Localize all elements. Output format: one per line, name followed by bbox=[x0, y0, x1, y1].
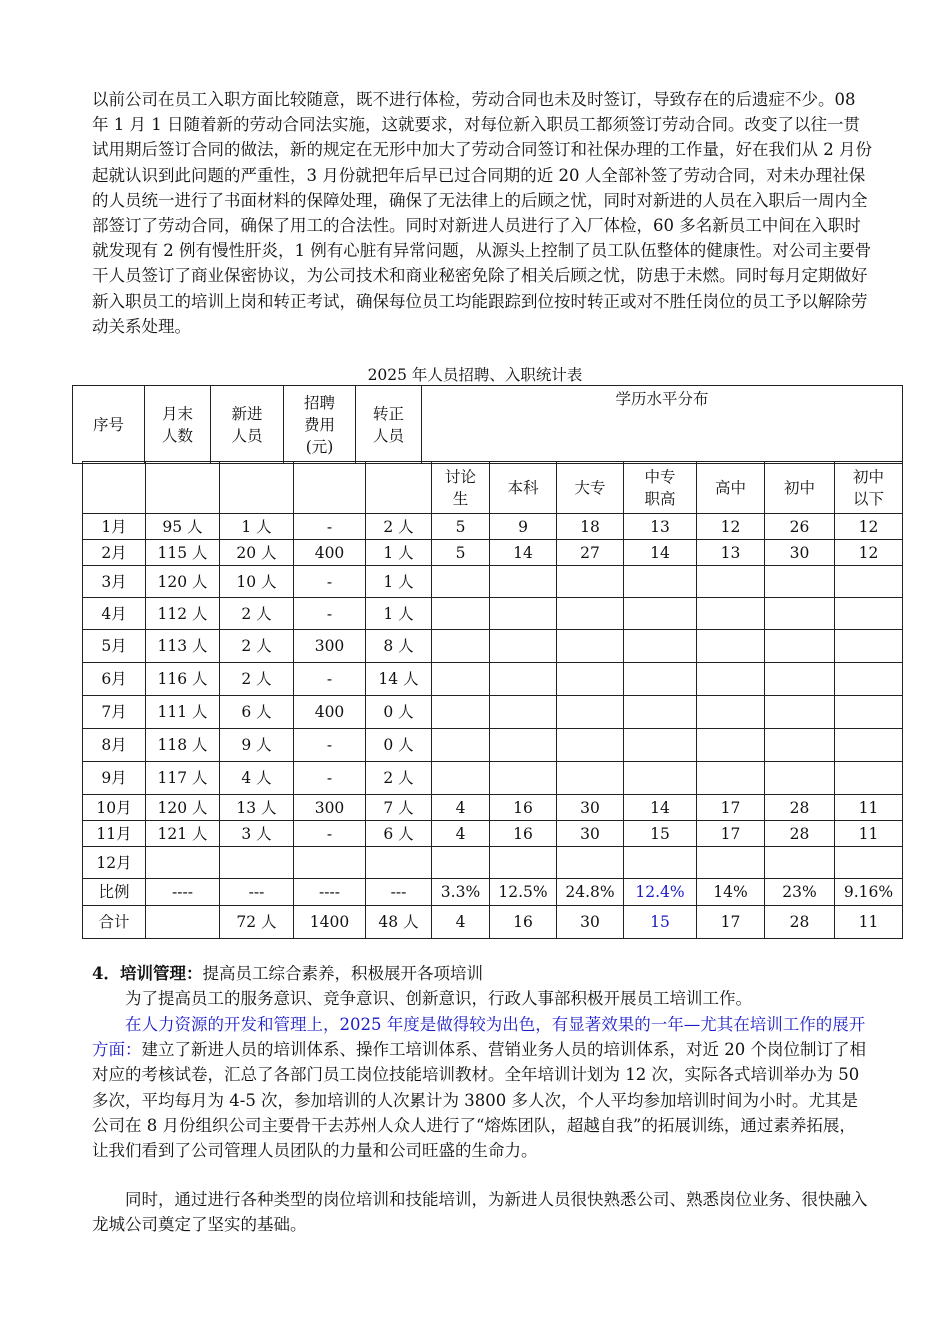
recruit-cost-cell: 400 bbox=[294, 696, 366, 729]
edu-value-cell bbox=[765, 696, 835, 729]
section-4-heading bbox=[92, 961, 872, 986]
row-label-cell: 8月 bbox=[83, 729, 146, 762]
edu-value-cell bbox=[557, 630, 624, 663]
edu-value-cell: 14 bbox=[624, 540, 697, 566]
edu-value-cell bbox=[835, 630, 903, 663]
edu-value-cell bbox=[765, 598, 835, 630]
recruit-cost-cell: ---- bbox=[294, 879, 366, 906]
recruit-cost-cell: - bbox=[294, 762, 366, 795]
edu-value-cell bbox=[835, 566, 903, 598]
row-label-cell: 11月 bbox=[83, 821, 146, 847]
edu-value-cell: 30 bbox=[557, 906, 624, 939]
new-staff-cell: --- bbox=[220, 879, 294, 906]
month-end-count-cell: 117 人 bbox=[146, 762, 220, 795]
edu-value-cell bbox=[835, 663, 903, 696]
edu-value-cell bbox=[835, 729, 903, 762]
row-label-cell: 12月 bbox=[83, 847, 146, 879]
row-label-cell: 合计 bbox=[83, 906, 146, 939]
edu-value-cell: 9.16% bbox=[835, 879, 903, 906]
edu-value-cell bbox=[765, 729, 835, 762]
recruit-cost-cell: - bbox=[294, 566, 366, 598]
recruit-cost-cell: - bbox=[294, 598, 366, 630]
edu-value-cell bbox=[765, 663, 835, 696]
regular-cell: 1 人 bbox=[366, 566, 432, 598]
training-detail-text: 建立了新进人员的培训体系、操作工培训体系、营销业务人员的培训体系，对近 20 个岗位制订了相对应的考核试卷，汇总了各部门员工岗位技能培训教材。全年培训计划为 12 次，实际各式培训举办为 50 多次，平均每月为 4-5 次，参加培训的人次累计为 3800 多人次，个人平均参加培训时间为小时。尤其是公司在 8 月份组织公司主要骨干去苏州人众人进行了“熔炼团队，超越自我”的拓展训练，通过素养拓展，让我们看到了公司管理人员团队的力量和公司旺盛的生命力。 bbox=[92, 1040, 866, 1161]
edu-value-cell bbox=[432, 663, 490, 696]
recruit-cost-cell bbox=[294, 847, 366, 879]
edu-value-cell: 13 bbox=[624, 514, 697, 540]
edu-value-cell bbox=[490, 630, 557, 663]
edu-value-cell bbox=[624, 630, 697, 663]
header-month-end: 月末 人数 bbox=[145, 386, 211, 464]
table-row bbox=[83, 540, 903, 566]
table-caption: 2025 年人员招聘、入职统计表 bbox=[367, 366, 583, 384]
edu-value-cell bbox=[432, 566, 490, 598]
regular-cell: 6 人 bbox=[366, 821, 432, 847]
month-end-count-cell: 118 人 bbox=[146, 729, 220, 762]
recruit-cost-cell: - bbox=[294, 514, 366, 540]
recruit-cost-cell: - bbox=[294, 663, 366, 696]
edu-value-cell: 5 bbox=[432, 514, 490, 540]
edu-header-cell: 初中 bbox=[765, 462, 835, 514]
table-row bbox=[83, 514, 903, 540]
table-row bbox=[83, 696, 903, 729]
blank-header-cell bbox=[366, 462, 432, 514]
edu-value-cell: 11 bbox=[835, 906, 903, 939]
header-no: 序号 bbox=[73, 386, 145, 464]
edu-value-cell bbox=[765, 566, 835, 598]
edu-value-cell bbox=[432, 696, 490, 729]
edu-value-cell: 16 bbox=[490, 821, 557, 847]
new-staff-cell: 10 人 bbox=[220, 566, 294, 598]
regular-cell: 2 人 bbox=[366, 514, 432, 540]
edu-header-row bbox=[83, 462, 903, 514]
row-label-cell: 1月 bbox=[83, 514, 146, 540]
edu-value-cell: 30 bbox=[557, 795, 624, 821]
regular-cell: 0 人 bbox=[366, 696, 432, 729]
edu-value-cell bbox=[624, 598, 697, 630]
table-row bbox=[83, 762, 903, 795]
edu-value-cell bbox=[490, 762, 557, 795]
edu-value-cell: 17 bbox=[697, 906, 765, 939]
regular-cell bbox=[366, 847, 432, 879]
edu-value-cell bbox=[835, 598, 903, 630]
edu-value-cell: 16 bbox=[490, 795, 557, 821]
edu-value-cell: 12.4% bbox=[624, 879, 697, 906]
stats-table-header bbox=[72, 385, 903, 464]
edu-value-cell bbox=[490, 729, 557, 762]
month-end-count-cell bbox=[146, 847, 220, 879]
edu-value-cell: 12 bbox=[835, 540, 903, 566]
month-end-count-cell: 111 人 bbox=[146, 696, 220, 729]
month-end-count-cell bbox=[146, 906, 220, 939]
edu-value-cell bbox=[557, 729, 624, 762]
row-label-cell: 5月 bbox=[83, 630, 146, 663]
table-row bbox=[83, 566, 903, 598]
edu-value-cell bbox=[490, 696, 557, 729]
header-regular: 转正 人员 bbox=[356, 386, 422, 464]
edu-value-cell: 12 bbox=[697, 514, 765, 540]
edu-value-cell bbox=[490, 663, 557, 696]
edu-value-cell bbox=[557, 598, 624, 630]
edu-value-cell: 30 bbox=[765, 540, 835, 566]
regular-cell: 2 人 bbox=[366, 762, 432, 795]
header-recruit-cost: 招聘 费用 (元) bbox=[284, 386, 356, 464]
recruit-cost-cell: 300 bbox=[294, 630, 366, 663]
edu-value-cell bbox=[835, 762, 903, 795]
edu-value-cell: 12.5% bbox=[490, 879, 557, 906]
edu-value-cell bbox=[432, 630, 490, 663]
edu-value-cell: 3.3% bbox=[432, 879, 490, 906]
edu-value-cell: 18 bbox=[557, 514, 624, 540]
edu-value-cell bbox=[765, 847, 835, 879]
intro-paragraph: 以前公司在员工入职方面比较随意，既不进行体检，劳动合同也未及时签订，导致存在的后遗症不少。08 年 1 月 1 日随着新的劳动合同法实施，这就要求，对每位新入职员工都须签订劳动合同。改变了以往一贯试用期后签订合同的做法，新的规定在无形中加大了劳动合同签订和社保办理的工作量，好在我们从 2 月份起就认识到此问题的严重性，3 月份就把年后早已过合同期的近 20 人全部补签了劳动合同，对未办理社保的人员统一进行了书面材料的保障处理，确保了无法律上的后顾之忧，同时对新进的人员在入职后一周内全部签订了劳动合同，确保了用工的合法性。同时对新进人员进行了入厂体检，60 多名新员工中间在入职时就发现有 2 例有慢性肝炎，1 例有心脏有异常问题，从源头上控制了员工队伍整体的健康性。对公司主要骨干人员签订了商业保密协议，为公司技术和商业秘密免除了相关后顾之忧，防患于未燃。同时每月定期做好新入职员工的培训上岗和转正考试，确保每位员工均能跟踪到位按时转正或对不胜任岗位的员工予以解除劳动关系处理。 bbox=[92, 90, 872, 336]
section-4-title: 培训管理： bbox=[119, 964, 203, 983]
regular-cell: --- bbox=[366, 879, 432, 906]
row-label-cell: 4月 bbox=[83, 598, 146, 630]
stats-table bbox=[82, 461, 903, 939]
closing-paragraph: 同时，通过进行各种类型的岗位培训和技能培训，为新进人员很快熟悉公司、熟悉岗位业务、很快融入龙城公司奠定了坚实的基础。 bbox=[92, 1190, 868, 1235]
section-4-number: 4． bbox=[92, 964, 120, 983]
new-staff-cell: 4 人 bbox=[220, 762, 294, 795]
blank-header-cell bbox=[83, 462, 146, 514]
row-label-cell: 比例 bbox=[83, 879, 146, 906]
edu-value-cell bbox=[835, 847, 903, 879]
edu-value-cell: 14 bbox=[490, 540, 557, 566]
edu-value-cell bbox=[557, 663, 624, 696]
edu-value-cell: 16 bbox=[490, 906, 557, 939]
regular-cell: 0 人 bbox=[366, 729, 432, 762]
edu-value-cell bbox=[557, 762, 624, 795]
regular-cell: 1 人 bbox=[366, 598, 432, 630]
edu-value-cell: 23% bbox=[765, 879, 835, 906]
edu-value-cell bbox=[697, 762, 765, 795]
table-row bbox=[83, 795, 903, 821]
edu-value-cell: 27 bbox=[557, 540, 624, 566]
edu-value-cell: 9 bbox=[490, 514, 557, 540]
edu-header-cell: 讨论 生 bbox=[432, 462, 490, 514]
edu-value-cell bbox=[557, 566, 624, 598]
edu-value-cell bbox=[624, 566, 697, 598]
edu-value-cell bbox=[697, 729, 765, 762]
row-label-cell: 7月 bbox=[83, 696, 146, 729]
edu-header-cell: 中专 职高 bbox=[624, 462, 697, 514]
edu-value-cell bbox=[624, 847, 697, 879]
edu-value-cell bbox=[765, 630, 835, 663]
new-staff-cell: 2 人 bbox=[220, 598, 294, 630]
row-label-cell: 3月 bbox=[83, 566, 146, 598]
recruit-cost-cell: 300 bbox=[294, 795, 366, 821]
month-end-count-cell: 116 人 bbox=[146, 663, 220, 696]
edu-header-cell: 大专 bbox=[557, 462, 624, 514]
header-education: 学历水平分布 bbox=[422, 386, 903, 464]
edu-value-cell: 5 bbox=[432, 540, 490, 566]
edu-value-cell bbox=[432, 729, 490, 762]
month-end-count-cell: 121 人 bbox=[146, 821, 220, 847]
highlight-text: 在人力资源的开发和管理上，2025 年度是做得较为出色，有显著效果的一年—尤其在培训工作的展开方面： bbox=[92, 1015, 866, 1060]
new-staff-cell: 20 人 bbox=[220, 540, 294, 566]
regular-cell: 48 人 bbox=[366, 906, 432, 939]
edu-value-cell: 28 bbox=[765, 821, 835, 847]
edu-value-cell: 12 bbox=[835, 514, 903, 540]
edu-value-cell bbox=[557, 847, 624, 879]
table-row bbox=[83, 663, 903, 696]
new-staff-cell: 13 人 bbox=[220, 795, 294, 821]
edu-value-cell: 26 bbox=[765, 514, 835, 540]
section-4-subtitle: 提高员工综合素养，积极展开各项培训 bbox=[202, 964, 483, 983]
edu-value-cell bbox=[432, 598, 490, 630]
new-staff-cell: 9 人 bbox=[220, 729, 294, 762]
month-end-count-cell: 95 人 bbox=[146, 514, 220, 540]
edu-value-cell bbox=[697, 598, 765, 630]
training-detail-paragraph bbox=[92, 1012, 872, 1163]
new-staff-cell: 3 人 bbox=[220, 821, 294, 847]
edu-value-cell: 14% bbox=[697, 879, 765, 906]
edu-value-cell bbox=[697, 696, 765, 729]
month-end-count-cell: 112 人 bbox=[146, 598, 220, 630]
table-row bbox=[83, 821, 903, 847]
edu-value-cell: 14 bbox=[624, 795, 697, 821]
edu-value-cell: 24.8% bbox=[557, 879, 624, 906]
edu-header-cell: 本科 bbox=[490, 462, 557, 514]
recruit-cost-cell: - bbox=[294, 729, 366, 762]
blank-header-cell bbox=[146, 462, 220, 514]
edu-value-cell bbox=[490, 598, 557, 630]
training-intro-paragraph: 为了提高员工的服务意识、竞争意识、创新意识，行政人事部积极开展员工培训工作。 bbox=[125, 989, 752, 1008]
recruit-cost-cell: 400 bbox=[294, 540, 366, 566]
new-staff-cell: 6 人 bbox=[220, 696, 294, 729]
edu-value-cell bbox=[835, 696, 903, 729]
row-label-cell: 6月 bbox=[83, 663, 146, 696]
edu-value-cell: 11 bbox=[835, 821, 903, 847]
edu-value-cell: 17 bbox=[697, 795, 765, 821]
edu-value-cell: 17 bbox=[697, 821, 765, 847]
blank-header-cell bbox=[294, 462, 366, 514]
header-new-staff: 新进 人员 bbox=[211, 386, 284, 464]
edu-value-cell bbox=[765, 762, 835, 795]
month-end-count-cell: 120 人 bbox=[146, 795, 220, 821]
edu-value-cell bbox=[624, 663, 697, 696]
edu-value-cell bbox=[432, 762, 490, 795]
edu-value-cell bbox=[624, 762, 697, 795]
edu-value-cell bbox=[624, 696, 697, 729]
edu-header-cell: 初中 以下 bbox=[835, 462, 903, 514]
edu-value-cell: 4 bbox=[432, 795, 490, 821]
edu-value-cell bbox=[624, 729, 697, 762]
edu-value-cell bbox=[490, 566, 557, 598]
edu-value-cell bbox=[490, 847, 557, 879]
row-label-cell: 9月 bbox=[83, 762, 146, 795]
edu-value-cell: 28 bbox=[765, 795, 835, 821]
edu-value-cell bbox=[432, 847, 490, 879]
edu-value-cell bbox=[557, 696, 624, 729]
recruit-cost-cell: 1400 bbox=[294, 906, 366, 939]
new-staff-cell: 1 人 bbox=[220, 514, 294, 540]
row-label-cell: 2月 bbox=[83, 540, 146, 566]
blank-header-cell bbox=[220, 462, 294, 514]
regular-cell: 8 人 bbox=[366, 630, 432, 663]
edu-header-cell: 高中 bbox=[697, 462, 765, 514]
new-staff-cell: 2 人 bbox=[220, 630, 294, 663]
edu-value-cell bbox=[697, 630, 765, 663]
regular-cell: 14 人 bbox=[366, 663, 432, 696]
edu-value-cell bbox=[697, 566, 765, 598]
table-row bbox=[83, 630, 903, 663]
month-end-count-cell: 120 人 bbox=[146, 566, 220, 598]
table-row bbox=[83, 598, 903, 630]
edu-value-cell: 28 bbox=[765, 906, 835, 939]
total-row bbox=[83, 906, 903, 939]
edu-value-cell: 11 bbox=[835, 795, 903, 821]
new-staff-cell bbox=[220, 847, 294, 879]
month-end-count-cell: ---- bbox=[146, 879, 220, 906]
regular-cell: 7 人 bbox=[366, 795, 432, 821]
new-staff-cell: 72 人 bbox=[220, 906, 294, 939]
edu-value-cell bbox=[697, 663, 765, 696]
table-row bbox=[83, 847, 903, 879]
ratio-row bbox=[83, 879, 903, 906]
edu-value-cell: 30 bbox=[557, 821, 624, 847]
edu-value-cell: 15 bbox=[624, 906, 697, 939]
edu-value-cell bbox=[697, 847, 765, 879]
new-staff-cell: 2 人 bbox=[220, 663, 294, 696]
table-row bbox=[83, 729, 903, 762]
edu-value-cell: 13 bbox=[697, 540, 765, 566]
month-end-count-cell: 113 人 bbox=[146, 630, 220, 663]
edu-value-cell: 15 bbox=[624, 821, 697, 847]
row-label-cell: 10月 bbox=[83, 795, 146, 821]
regular-cell: 1 人 bbox=[366, 540, 432, 566]
edu-value-cell: 4 bbox=[432, 821, 490, 847]
edu-value-cell: 4 bbox=[432, 906, 490, 939]
month-end-count-cell: 115 人 bbox=[146, 540, 220, 566]
recruit-cost-cell: - bbox=[294, 821, 366, 847]
